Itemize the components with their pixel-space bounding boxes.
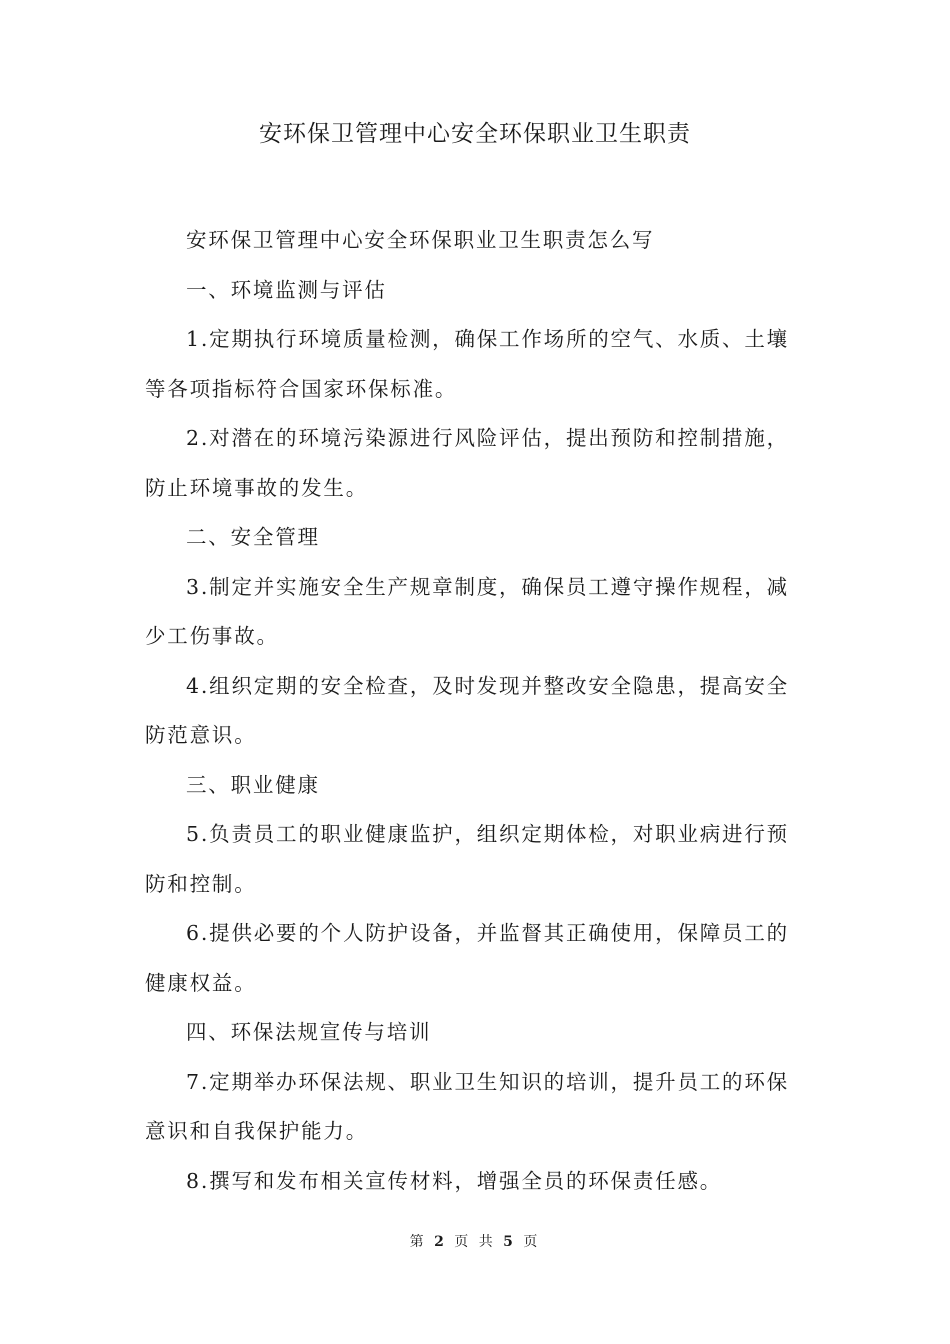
section-heading-2: 二、安全管理	[186, 525, 320, 549]
document-body	[145, 216, 810, 1206]
current-page-number: 2	[434, 1234, 447, 1250]
footer-middle: 页 共	[454, 1234, 496, 1250]
footer-prefix: 第	[409, 1234, 427, 1250]
list-item-1: 1.定期执行环境质量检测，确保工作场所的空气、水质、土壤等各项指标符合国家环保标准。	[145, 327, 789, 401]
section-heading-1: 一、环境监测与评估	[186, 277, 387, 302]
footer-suffix: 页	[523, 1234, 541, 1250]
list-item-3: 3.制定并实施安全生产规章制度，确保员工遵守操作规程，减少工伤事故。	[145, 574, 789, 648]
document-title: 安环保卫管理中心安全环保职业卫生职责	[259, 121, 691, 147]
list-item-8: 8.撰写和发布相关宣传材料，增强全员的环保责任感。	[186, 1168, 723, 1193]
list-item-5: 5.负责员工的职业健康监护，组织定期体检，对职业病进行预防和控制。	[145, 822, 789, 896]
total-pages-number: 5	[503, 1234, 516, 1250]
list-item-6: 6.提供必要的个人防护设备，并监督其正确使用，保障员工的健康权益。	[145, 921, 789, 995]
page-number-footer	[0, 1230, 950, 1254]
list-item-2: 2.对潜在的环境污染源进行风险评估，提出预防和控制措施，防止环境事故的发生。	[145, 426, 789, 500]
section-heading-3: 三、职业健康	[186, 772, 320, 797]
list-item-7: 7.定期举办环保法规、职业卫生知识的培训，提升员工的环保意识和自我保护能力。	[145, 1069, 789, 1143]
section-heading-4: 四、环保法规宣传与培训	[186, 1020, 432, 1044]
list-item-4: 4.组织定期的安全检查，及时发现并整改安全隐患，提高安全防范意识。	[145, 673, 789, 747]
paragraph-subtitle: 安环保卫管理中心安全环保职业卫生职责怎么写	[186, 228, 655, 252]
